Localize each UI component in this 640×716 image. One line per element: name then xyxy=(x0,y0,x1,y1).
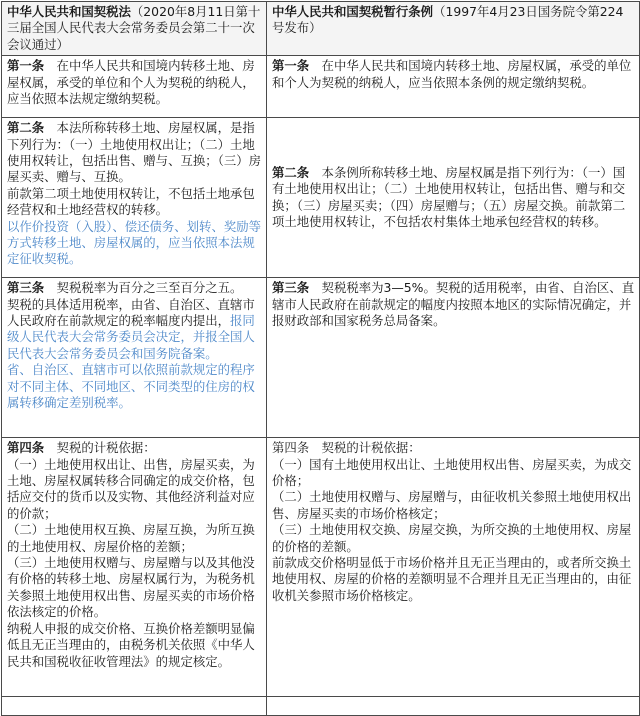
article-2-right-cell xyxy=(267,118,640,278)
new-provision-text: 省、自治区、直辖市可以依照前款规定的程序对不同主体、不同地区、不同类型的住房的权属转移确定差别税率。 xyxy=(7,362,255,411)
left-law-note: （2020年8月11日第十三届全国人民代表大会常务委员会第二十一次会议通过） xyxy=(7,4,261,52)
article-item: 前款成交价格明显低于市场价格并且无正当理由的，或者所交换土地使用权、房屋的价格的差额明显不合理并且无正当理由的，由征收机关参照市场价格核定。 xyxy=(272,555,632,603)
article-item: （二）土地使用权互换、房屋互换，为所互换的土地使用权、房屋价格的差额； xyxy=(7,522,255,554)
left-law-title: 中华人民共和国契税法 xyxy=(7,4,131,19)
article-item: （一）国有土地使用权出让、土地使用权出售、房屋买卖，为成交价格； xyxy=(272,456,632,489)
article-paragraph: 契税的具体适用税率，由省、自治区、直辖市人民政府在前款规定的税率幅度内提出， xyxy=(7,296,255,329)
article-2-left-cell xyxy=(2,118,267,278)
article-row-3 xyxy=(2,278,640,438)
cut-off-right-cell xyxy=(267,697,640,716)
new-provision-text: 以作价投资（入股）、偿还债务、划转、奖励等方式转移土地、房屋权属的，应当依照本法规定征收契税。 xyxy=(7,218,262,267)
article-title: 第二条 xyxy=(272,164,310,180)
article-row-1 xyxy=(2,56,640,118)
article-title: 第三条 xyxy=(272,280,310,296)
article-title: 第一条 xyxy=(272,58,310,74)
article-title: 第四条 xyxy=(272,440,310,456)
article-3-right-cell xyxy=(267,278,640,438)
article-item: （三）土地使用权赠与、房屋赠与以及其他没有价格的转移土地、房屋权属行为，为税务机关参照土地使用权出售、房屋买卖的市场价格依法核定的价格。 xyxy=(7,555,255,620)
article-text: 在中华人民共和国境内转移土地、房屋权属，承受的单位和个人为契税的纳税人，应当依照本法规定缴纳契税。 xyxy=(7,58,255,107)
article-item: （二）土地使用权赠与、房屋赠与，由征收机关参照土地使用权出售、房屋买卖的市场价格核定； xyxy=(272,489,632,521)
article-text: 契税税率为3—5%。契税的适用税率，由省、自治区、直辖市人民政府在前款规定的幅度内按照本地区的实际情况确定，并报财政部和国家税务总局备案。 xyxy=(272,280,635,329)
article-4-right-cell xyxy=(267,438,640,697)
article-item: （一）土地使用权出让、出售，房屋买卖，为土地、房屋权属转移合同确定的成交价格，包括应交付的货币以及实物、其他经济利益对应的价款； xyxy=(7,456,255,521)
right-law-note: （1997年4月23日国务院令第224号发布） xyxy=(272,4,624,36)
right-law-title: 中华人民共和国契税暂行条例 xyxy=(272,4,434,19)
article-text: 契税的计税依据： xyxy=(309,440,421,456)
header-right-cell xyxy=(267,2,640,56)
cut-off-row xyxy=(2,697,640,716)
article-text: 本条例所称转移土地、房屋权属是指下列行为：（一）国有土地使用权出让；（二）土地使用权转让，包括出售、赠与和交换；（三）房屋买卖；（四）房屋赠与；（五）房屋交换。前款第二项土地使用权转让，不包括农村集体土地承包经营权的转移。 xyxy=(272,164,626,230)
comparison-table xyxy=(1,1,640,716)
article-title: 第一条 xyxy=(7,58,45,74)
header-row xyxy=(2,2,640,56)
article-1-left-cell xyxy=(2,56,267,118)
article-title: 第三条 xyxy=(7,280,45,296)
article-title: 第二条 xyxy=(7,120,45,136)
article-item: （三）土地使用权交换、房屋交换，为所交换的土地使用权、房屋的价格的差额。 xyxy=(272,522,632,554)
article-row-2 xyxy=(2,118,640,278)
article-row-4 xyxy=(2,438,640,697)
article-text: 在中华人民共和国境内转移土地、房屋权属，承受的单位和个人为契税的纳税人，应当依照本条例的规定缴纳契税。 xyxy=(272,58,632,90)
article-text: 本法所称转移土地、房屋权属，是指下列行为：（一）土地使用权出让；（二）土地使用权转让，包括出售、赠与、互换；（三）房屋买卖、赠与、互换。 xyxy=(7,120,262,185)
article-1-right-cell xyxy=(267,56,640,118)
article-4-left-cell xyxy=(2,438,267,697)
article-item: 纳税人申报的成交价格、互换价格差额明显偏低且无正当理由的，由税务机关依照《中华人民共和国税收征收管理法》的规定核定。 xyxy=(7,620,255,669)
cut-off-left-cell xyxy=(2,697,267,716)
header-left-cell xyxy=(2,2,267,56)
article-paragraph: 前款第二项土地使用权转让，不包括土地承包经营权和土地经营权的转移。 xyxy=(7,185,255,218)
article-text: 契税的计税依据： xyxy=(44,440,156,456)
article-3-left-cell xyxy=(2,278,267,438)
article-text: 契税税率为百分之三至百分之五。 xyxy=(44,280,243,296)
new-provision-text: 报同级人民代表大会常务委员会决定，并报全国人民代表大会常务委员会和国务院备案。 xyxy=(7,313,255,361)
article-title: 第四条 xyxy=(7,440,45,456)
